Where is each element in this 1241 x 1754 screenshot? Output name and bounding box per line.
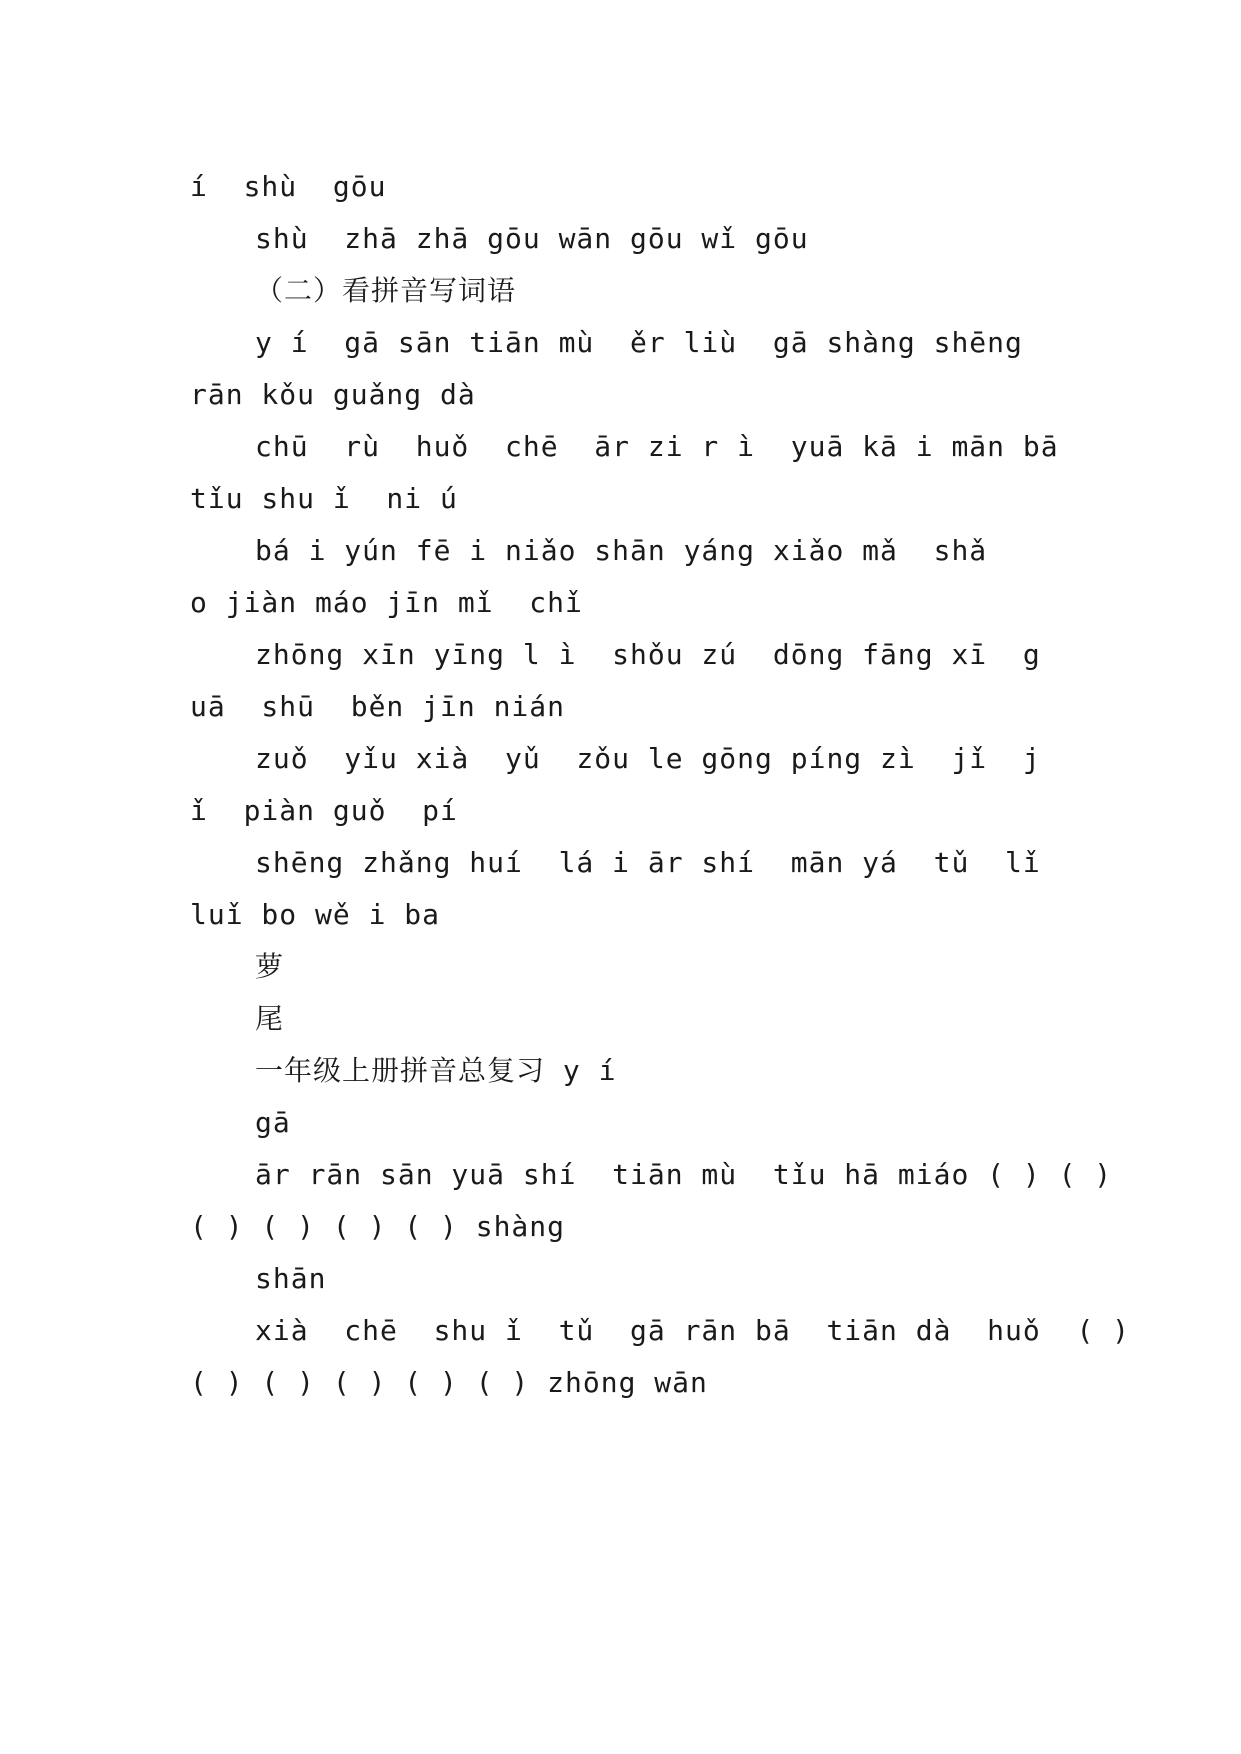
text-line-1: í shù gōu bbox=[190, 170, 387, 203]
text-line-16: 尾 bbox=[255, 1002, 285, 1035]
text-line-4: rān kǒu guǎng dà bbox=[190, 378, 476, 411]
text-line-9: zhōng xīn yīng l ì shǒu zú dōng fāng xī g bbox=[255, 638, 1041, 671]
text-line-8: o jiàn máo jīn mǐ chǐ bbox=[190, 586, 583, 619]
text-line-5: chū rù huǒ chē ār zi r ì yuā kā i mān bā bbox=[255, 430, 1059, 463]
text-line-22: ( ) ( ) ( ) ( ) ( ) zhōng wān bbox=[190, 1366, 708, 1399]
text-line-11: zuǒ yǐu xià yǔ zǒu le gōng píng zì jǐ j bbox=[255, 742, 1041, 775]
review-title: 一年级上册拼音总复习 y í bbox=[255, 1054, 617, 1087]
text-line-7: bá i yún fē i niǎo shān yáng xiǎo mǎ shǎ bbox=[255, 534, 988, 567]
text-line-15: 萝 bbox=[255, 950, 285, 983]
text-line-2: shù zhā zhā gōu wān gōu wǐ gōu bbox=[255, 222, 809, 255]
text-line-17: gā bbox=[255, 1106, 291, 1139]
text-line-20: shān bbox=[255, 1262, 327, 1295]
text-line-12: ǐ piàn guǒ pí bbox=[190, 794, 458, 827]
text-line-21: xià chē shu ǐ tǔ gā rān bā tiān dà huǒ ( ) bbox=[255, 1314, 1131, 1347]
text-line-6: tǐu shu ǐ ni ú bbox=[190, 482, 458, 515]
text-line-13: shēng zhǎng huí lá i ār shí mān yá tǔ lǐ bbox=[255, 846, 1041, 879]
text-line-18: ār rān sān yuā shí tiān mù tǐu hā miáo ( ) ( ) bbox=[255, 1158, 1113, 1191]
text-line-3: y í gā sān tiān mù ěr liù gā shàng shēng bbox=[255, 326, 1023, 359]
section-heading: （二）看拼音写词语 bbox=[255, 274, 517, 307]
text-line-19: ( ) ( ) ( ) ( ) shàng bbox=[190, 1210, 566, 1243]
text-line-14: luǐ bo wě i ba bbox=[190, 898, 441, 931]
text-line-10: uā shū běn jīn nián bbox=[190, 690, 566, 723]
